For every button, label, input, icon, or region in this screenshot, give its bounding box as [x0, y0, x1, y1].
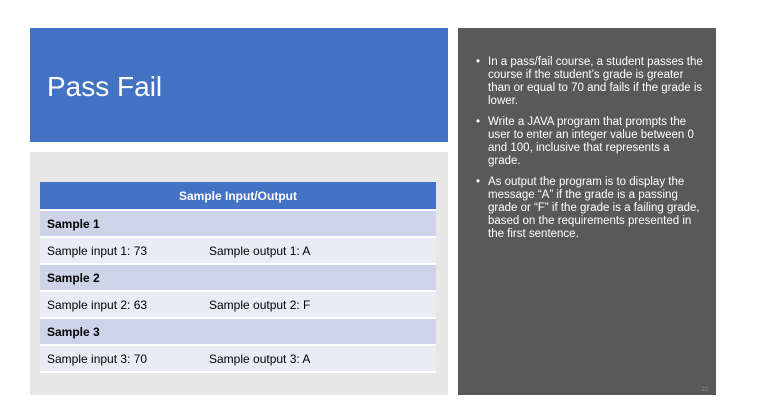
- instruction-bullet: • Write a JAVA program that prompts the user to enter an integer value between 0 and 100, inclusive that represents a grade.: [470, 116, 704, 168]
- title-panel: [30, 28, 448, 142]
- sample-input: Sample input 2: 63: [47, 297, 148, 312]
- sample-label: Sample 2: [40, 264, 436, 291]
- table-row: [40, 291, 436, 318]
- table-header-row: [40, 182, 436, 210]
- sample-group-row: [40, 264, 436, 291]
- sample-output: Sample output 2: F: [209, 297, 311, 312]
- instructions-panel: [458, 28, 716, 395]
- slide-title: Pass Fail: [47, 71, 163, 102]
- sample-output: Sample output 1: A: [209, 243, 311, 258]
- table-header: Sample Input/Output: [40, 182, 436, 210]
- sample-label: Sample 1: [40, 210, 436, 237]
- sample-label: Sample 3: [40, 318, 436, 345]
- sample-input: Sample input 1: 73: [47, 243, 148, 258]
- instructions-list: [470, 56, 704, 249]
- table-row: [40, 345, 436, 372]
- sample-group-row: [40, 210, 436, 237]
- sample-io-table: [40, 182, 436, 373]
- instruction-bullet: • In a pass/fail course, a student passes the course if the student’s grade is greater than or equal to 70 and fails if the grade is lower.: [470, 56, 704, 108]
- sample-group-row: [40, 318, 436, 345]
- sample-output: Sample output 3: A: [209, 351, 311, 366]
- sample-input: Sample input 3: 70: [47, 351, 148, 366]
- page-number: 22: [701, 387, 708, 393]
- table-row: [40, 237, 436, 264]
- instruction-bullet: • As output the program is to display the message “A” if the grade is a passing grade or “F” if the grade is a failing grade, based on the requirements presented in the first sentence.: [470, 176, 704, 241]
